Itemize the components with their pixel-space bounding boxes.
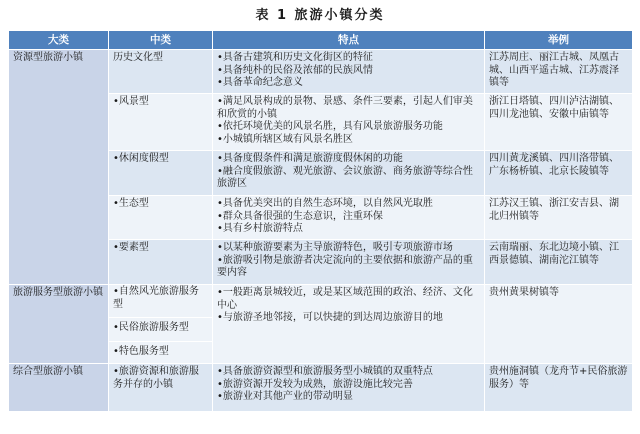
subcategory-cell: •自然风光旅游服务型 •民俗旅游服务型 •特色服务型 [109,285,213,364]
category-cell: 综合型旅游小镇 [9,364,109,412]
table-row [9,364,633,412]
features-cell: •具备优美突出的自然生态环境，以自然风光取胜 •群众具备很强的生态意识，注重环保 •具有乡村旅游特点 [213,196,485,240]
subcategory-cell: •要素型 [109,240,213,285]
header-row [9,31,633,50]
examples-cell: 贵州黄果树镇等 [485,285,633,364]
table-title: 表 1 旅游小镇分类 [255,8,385,23]
header-category: 大类 [9,31,109,50]
subcategory-cell: •风景型 [109,94,213,151]
subcategory-cell: •生态型 [109,196,213,240]
examples-cell: 贵州施洞镇（龙舟节+民俗旅游服务）等 [485,364,633,412]
table-row [9,50,633,94]
subcategory-cell: •休闲度假型 [109,151,213,196]
features-cell: •具备古建筑和历史文化街区的特征 •具备纯朴的民俗及浓郁的民族风情 •具备革命纪念意义 [213,50,485,94]
header-features: 特点 [213,31,485,50]
examples-cell: 江苏周庄、丽江古城、凤凰古城、山西平遥古城、江苏震泽镇等 [485,50,633,94]
tourism-town-table [8,30,633,412]
table-row [9,285,633,364]
examples-cell: 四川黄龙溪镇、四川洛带镇、广东杨桥镇、北京长陵镇等 [485,151,633,196]
category-cell: 旅游服务型旅游小镇 [9,285,109,364]
category-cell: 资源型旅游小镇 [9,50,109,285]
header-subcategory: 中类 [109,31,213,50]
subcategory-cell: •旅游资源和旅游服务并存的小镇 [109,364,213,412]
features-cell: •满足风景构成的景物、景感、条件三要素，引起人们审美和欣赏的小镇 •依托环境优美的风景名胜，具有风景旅游服务功能 •小城镇所辖区域有风景名胜区 [213,94,485,151]
features-cell: •以某种旅游要素为主导旅游特色，吸引专项旅游市场 •旅游吸引物是旅游者决定流向的主要依据和旅游产品的重要内容 [213,240,485,285]
subcategory-cell: 历史文化型 [109,50,213,94]
features-cell: •一般距离景城较近，或是某区域范围的政治、经济、文化中心 •与旅游圣地邻接，可以快捷的到达周边旅游目的地 [213,285,485,364]
features-cell: •具备度假条件和满足旅游度假休闲的功能 •融合度假旅游、观光旅游、会议旅游、商务旅游等综合性旅游区 [213,151,485,196]
features-cell: •具备旅游资源型和旅游服务型小城镇的双重特点 •旅游资源开发较为成熟，旅游设施比较完善 •旅游业对其他产业的带动明显 [213,364,485,412]
examples-cell: 浙江日塔镇、四川泸沽湖镇、四川龙池镇、安徽中庙镇等 [485,94,633,151]
header-examples: 举例 [485,31,633,50]
examples-cell: 江苏汉王镇、浙江安吉县、湖北归州镇等 [485,196,633,240]
examples-cell: 云南瑞丽、东北边境小镇、江西景德镇、湖南沱江镇等 [485,240,633,285]
